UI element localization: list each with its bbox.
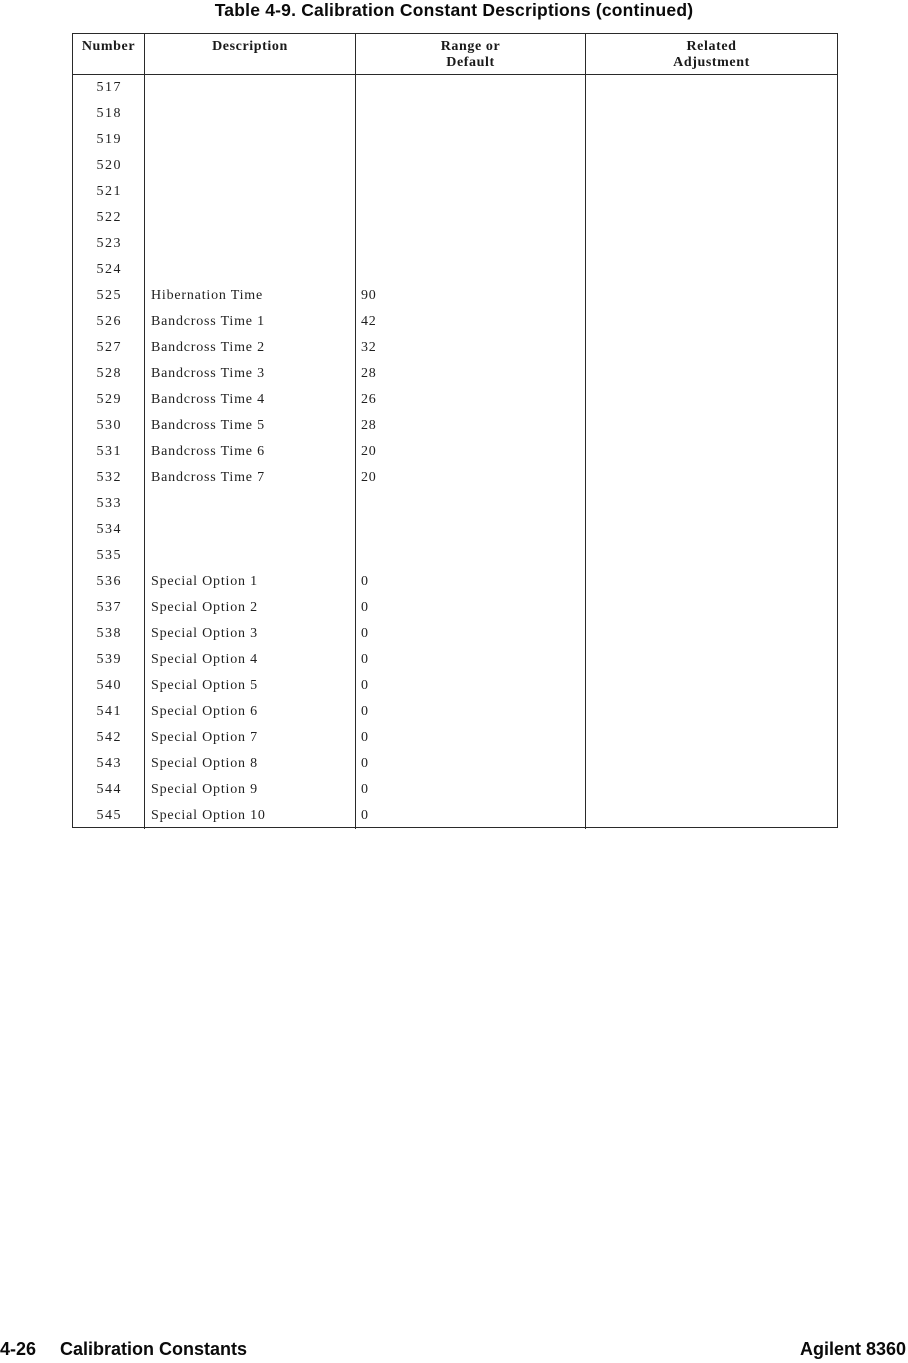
cell-related-adjustment <box>586 647 837 673</box>
cell-related-adjustment <box>586 283 837 309</box>
cell-related-adjustment <box>586 517 837 543</box>
table-row <box>73 569 837 595</box>
cell-range-or-default: 0 <box>356 777 586 803</box>
cell-related-adjustment <box>586 179 837 205</box>
column-header-adjustment-line2: Adjustment <box>673 55 750 70</box>
cell-range-or-default: 0 <box>356 751 586 777</box>
cell-number: 539 <box>73 647 145 673</box>
table-row <box>73 257 837 283</box>
table-row <box>73 725 837 751</box>
cell-description <box>145 101 356 127</box>
cell-range-or-default: 0 <box>356 725 586 751</box>
cell-related-adjustment <box>586 153 837 179</box>
cell-range-or-default: 26 <box>356 387 586 413</box>
cell-related-adjustment <box>586 491 837 517</box>
cell-related-adjustment <box>586 439 837 465</box>
cell-number: 517 <box>73 75 145 101</box>
cell-description: Special Option 6 <box>145 699 356 725</box>
column-header-range-line1: Range or <box>440 39 501 54</box>
table-row <box>73 621 837 647</box>
cell-description: Special Option 2 <box>145 595 356 621</box>
column-header-number <box>73 34 145 74</box>
page-footer <box>0 1339 906 1360</box>
footer-section-title: Calibration Constants <box>60 1339 248 1359</box>
cell-description: Bandcross Time 4 <box>145 387 356 413</box>
cell-number: 520 <box>73 153 145 179</box>
cell-number: 529 <box>73 387 145 413</box>
cell-number: 541 <box>73 699 145 725</box>
cell-range-or-default: 90 <box>356 283 586 309</box>
cell-range-or-default: 0 <box>356 803 586 829</box>
column-header-adjustment-line1: Related <box>686 39 737 54</box>
cell-range-or-default <box>356 543 586 569</box>
footer-left <box>0 1339 247 1360</box>
cell-related-adjustment <box>586 309 837 335</box>
cell-number: 524 <box>73 257 145 283</box>
cell-description <box>145 257 356 283</box>
cell-related-adjustment <box>586 257 837 283</box>
table-row <box>73 751 837 777</box>
cell-related-adjustment <box>586 205 837 231</box>
table-row <box>73 387 837 413</box>
cell-description: Bandcross Time 5 <box>145 413 356 439</box>
cell-description: Bandcross Time 3 <box>145 361 356 387</box>
cell-description: Special Option 5 <box>145 673 356 699</box>
cell-number: 521 <box>73 179 145 205</box>
cell-range-or-default <box>356 231 586 257</box>
cell-number: 531 <box>73 439 145 465</box>
table-row <box>73 75 837 101</box>
cell-range-or-default: 28 <box>356 413 586 439</box>
cell-range-or-default <box>356 153 586 179</box>
table-row <box>73 335 837 361</box>
table-row <box>73 647 837 673</box>
cell-related-adjustment <box>586 75 837 101</box>
cell-related-adjustment <box>586 699 837 725</box>
cell-related-adjustment <box>586 803 837 829</box>
cell-description <box>145 205 356 231</box>
cell-description <box>145 75 356 101</box>
column-header-number-label: Number <box>81 39 136 54</box>
table-row <box>73 413 837 439</box>
cell-description: Special Option 9 <box>145 777 356 803</box>
table-header-row <box>73 34 837 75</box>
calibration-constants-table <box>72 33 838 828</box>
cell-range-or-default: 0 <box>356 647 586 673</box>
table-row <box>73 127 837 153</box>
cell-description: Special Option 3 <box>145 621 356 647</box>
cell-number: 533 <box>73 491 145 517</box>
cell-range-or-default: 28 <box>356 361 586 387</box>
table-row <box>73 465 837 491</box>
cell-related-adjustment <box>586 387 837 413</box>
cell-range-or-default: 0 <box>356 699 586 725</box>
cell-range-or-default: 0 <box>356 595 586 621</box>
cell-related-adjustment <box>586 413 837 439</box>
table-row <box>73 153 837 179</box>
column-header-description-label: Description <box>212 39 288 54</box>
cell-description <box>145 543 356 569</box>
cell-related-adjustment <box>586 751 837 777</box>
cell-number: 523 <box>73 231 145 257</box>
table-row <box>73 543 837 569</box>
table-row <box>73 517 837 543</box>
cell-number: 545 <box>73 803 145 829</box>
cell-description: Special Option 10 <box>145 803 356 829</box>
cell-range-or-default: 42 <box>356 309 586 335</box>
cell-number: 543 <box>73 751 145 777</box>
cell-number: 526 <box>73 309 145 335</box>
table-row <box>73 309 837 335</box>
table-row <box>73 205 837 231</box>
cell-range-or-default <box>356 101 586 127</box>
cell-related-adjustment <box>586 361 837 387</box>
cell-related-adjustment <box>586 777 837 803</box>
cell-related-adjustment <box>586 101 837 127</box>
cell-number: 525 <box>73 283 145 309</box>
cell-description <box>145 517 356 543</box>
cell-description: Bandcross Time 6 <box>145 439 356 465</box>
column-header-range-line2: Default <box>446 55 495 70</box>
footer-product-name: Agilent 8360 <box>799 1339 906 1359</box>
cell-description: Special Option 8 <box>145 751 356 777</box>
cell-description: Bandcross Time 1 <box>145 309 356 335</box>
cell-related-adjustment <box>586 673 837 699</box>
table-row <box>73 803 837 829</box>
cell-range-or-default <box>356 179 586 205</box>
table-row <box>73 439 837 465</box>
table-row <box>73 283 837 309</box>
table-row <box>73 491 837 517</box>
cell-range-or-default: 0 <box>356 673 586 699</box>
cell-number: 518 <box>73 101 145 127</box>
cell-related-adjustment <box>586 543 837 569</box>
cell-related-adjustment <box>586 569 837 595</box>
cell-description: Special Option 1 <box>145 569 356 595</box>
cell-related-adjustment <box>586 335 837 361</box>
cell-range-or-default <box>356 491 586 517</box>
cell-range-or-default: 0 <box>356 621 586 647</box>
cell-number: 542 <box>73 725 145 751</box>
cell-description: Special Option 4 <box>145 647 356 673</box>
cell-number: 522 <box>73 205 145 231</box>
cell-range-or-default <box>356 127 586 153</box>
footer-page-number: 4-26 <box>0 1339 37 1359</box>
cell-range-or-default: 32 <box>356 335 586 361</box>
cell-related-adjustment <box>586 127 837 153</box>
table-row <box>73 101 837 127</box>
cell-range-or-default <box>356 205 586 231</box>
cell-description: Hibernation Time <box>145 283 356 309</box>
table-body <box>73 75 837 829</box>
cell-description <box>145 127 356 153</box>
cell-description <box>145 153 356 179</box>
table-row <box>73 699 837 725</box>
table-row <box>73 361 837 387</box>
table-row <box>73 595 837 621</box>
column-header-range-or-default <box>356 34 586 74</box>
table-row <box>73 179 837 205</box>
cell-number: 535 <box>73 543 145 569</box>
table-row <box>73 777 837 803</box>
cell-range-or-default: 20 <box>356 465 586 491</box>
cell-description <box>145 491 356 517</box>
cell-range-or-default: 20 <box>356 439 586 465</box>
cell-related-adjustment <box>586 231 837 257</box>
cell-description <box>145 231 356 257</box>
cell-related-adjustment <box>586 621 837 647</box>
column-header-related-adjustment <box>586 34 837 74</box>
cell-number: 538 <box>73 621 145 647</box>
cell-description: Special Option 7 <box>145 725 356 751</box>
cell-related-adjustment <box>586 595 837 621</box>
cell-related-adjustment <box>586 465 837 491</box>
column-header-description <box>145 34 356 74</box>
cell-number: 530 <box>73 413 145 439</box>
cell-number: 540 <box>73 673 145 699</box>
table-title: Table 4-9. Calibration Constant Descriptions (continued) <box>214 0 694 20</box>
cell-description: Bandcross Time 7 <box>145 465 356 491</box>
table-row <box>73 673 837 699</box>
cell-range-or-default: 0 <box>356 569 586 595</box>
cell-number: 536 <box>73 569 145 595</box>
cell-number: 544 <box>73 777 145 803</box>
cell-number: 528 <box>73 361 145 387</box>
cell-number: 537 <box>73 595 145 621</box>
cell-number: 527 <box>73 335 145 361</box>
cell-range-or-default <box>356 517 586 543</box>
cell-description <box>145 179 356 205</box>
cell-description: Bandcross Time 2 <box>145 335 356 361</box>
cell-related-adjustment <box>586 725 837 751</box>
cell-number: 534 <box>73 517 145 543</box>
cell-number: 532 <box>73 465 145 491</box>
cell-range-or-default <box>356 75 586 101</box>
cell-number: 519 <box>73 127 145 153</box>
table-row <box>73 231 837 257</box>
cell-range-or-default <box>356 257 586 283</box>
